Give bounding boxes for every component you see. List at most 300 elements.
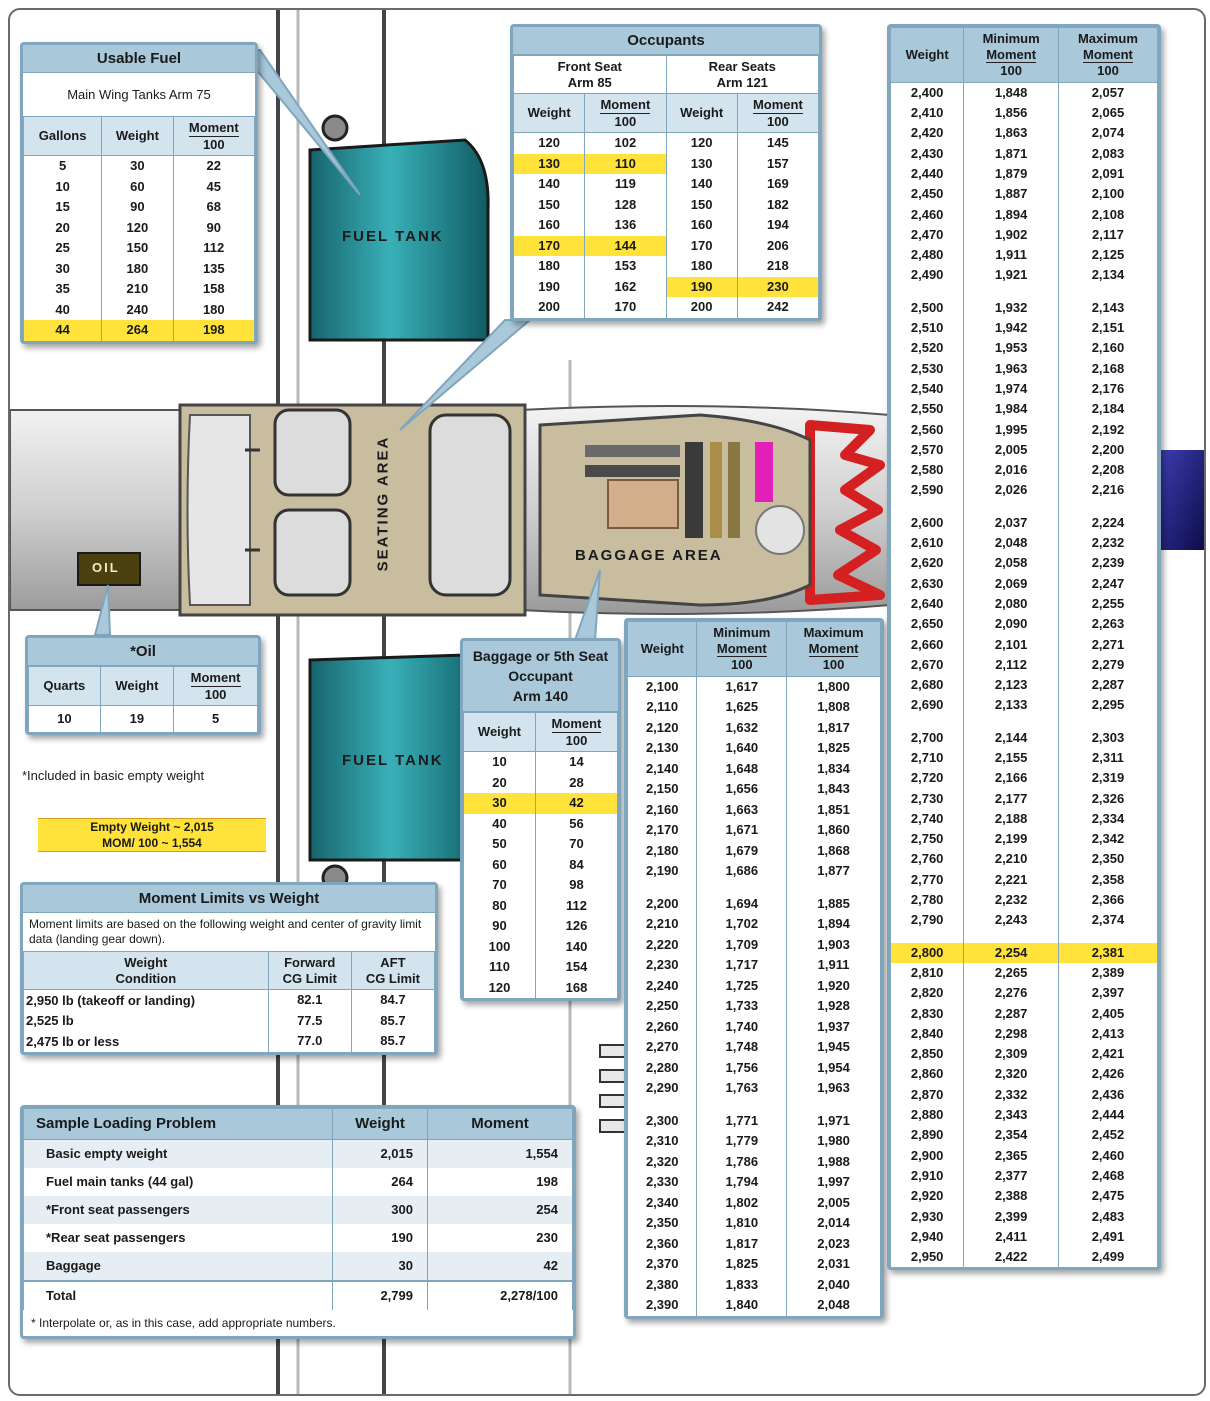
moment-cell: 1,911	[787, 955, 881, 976]
moment-cell: 2,200	[1058, 440, 1157, 460]
occupants-panel	[510, 24, 822, 321]
moment-cell: 2,670	[891, 655, 964, 675]
moment-cell: 2,120	[628, 718, 697, 739]
moment-cell: 1,887	[964, 184, 1059, 204]
moment-cell: 2,150	[628, 779, 697, 800]
moment-cell: 2,950	[891, 1247, 964, 1267]
sample-cell: Basic empty weight	[24, 1140, 333, 1169]
aft-cg-limit: 85.7	[351, 1011, 434, 1032]
moment-cell: 1,945	[787, 1037, 881, 1058]
moment-cell: 1,974	[964, 379, 1059, 399]
moment-header: Moment 100	[173, 117, 254, 156]
front-seat-cell: 170	[585, 297, 666, 318]
gap-cell	[891, 286, 964, 298]
aft-cg-header: AFT CG Limit	[351, 952, 434, 990]
moment-cell: 2,295	[1058, 695, 1157, 715]
sample-cell: 264	[333, 1168, 428, 1196]
moment-cell: 2,910	[891, 1166, 964, 1186]
moment-row	[891, 789, 1158, 809]
diagram-frame	[8, 8, 1206, 1396]
oil-moment: 5	[174, 706, 258, 733]
mt1-weight-header: Weight	[628, 622, 697, 677]
moment-cell: 1,825	[697, 1254, 787, 1275]
moment-cell: 2,377	[964, 1166, 1059, 1186]
moment-row	[891, 123, 1158, 143]
moment-cell: 2,170	[628, 820, 697, 841]
moment-row	[891, 460, 1158, 480]
moment-row	[891, 574, 1158, 594]
moment-cell: 2,660	[891, 635, 964, 655]
fuel-cell: 264	[102, 320, 173, 341]
moment-cell: 2,125	[1058, 245, 1157, 265]
moment-cell: 2,740	[891, 809, 964, 829]
moment-cell: 2,188	[964, 809, 1059, 829]
moment-row	[628, 1152, 881, 1173]
moment-row	[891, 728, 1158, 748]
group-gap	[628, 1099, 881, 1111]
forward-cg-header: Forward CG Limit	[268, 952, 351, 990]
moment-row	[891, 849, 1158, 869]
moment-cell: 2,840	[891, 1024, 964, 1044]
moment-cell: 2,790	[891, 910, 964, 930]
moment-cell: 2,037	[964, 513, 1059, 533]
fuel-cell: 20	[24, 218, 102, 239]
fuel-cell: 45	[173, 177, 254, 198]
baggage-cell: 120	[464, 978, 536, 999]
baggage-moment-header: Moment 100	[535, 713, 617, 752]
fuel-cell: 150	[102, 238, 173, 259]
sample-cell: 198	[428, 1168, 573, 1196]
moment-cell: 2,920	[891, 1186, 964, 1206]
moment-cell: 1,995	[964, 420, 1059, 440]
moment-cell: 1,980	[787, 1131, 881, 1152]
moment-cell: 2,048	[964, 533, 1059, 553]
moment-row	[628, 1172, 881, 1193]
moment-cell: 2,101	[964, 635, 1059, 655]
moment-cell: 2,413	[1058, 1024, 1157, 1044]
moment-cell: 2,080	[964, 594, 1059, 614]
moment-cell: 2,420	[891, 123, 964, 143]
baggage-row	[464, 896, 618, 917]
moment-row	[891, 1044, 1158, 1064]
moment-cell: 2,430	[891, 144, 964, 164]
baggage-row	[464, 752, 618, 773]
limit-condition: 2,950 lb (takeoff or landing)	[24, 990, 269, 1011]
moment-cell: 2,590	[891, 480, 964, 500]
moment-cell: 2,490	[891, 265, 964, 285]
moment-cell: 2,330	[628, 1172, 697, 1193]
moment-cell: 2,366	[1058, 890, 1157, 910]
moment-cell: 2,343	[964, 1105, 1059, 1125]
gap-cell	[697, 1099, 787, 1111]
occupant-row	[514, 277, 819, 298]
moment-cell: 2,460	[1058, 1146, 1157, 1166]
seating-area-label: SEATING AREA	[374, 435, 392, 572]
occupant-row	[514, 215, 819, 236]
moment-cell: 2,260	[628, 1017, 697, 1038]
moment-cell: 2,290	[628, 1078, 697, 1099]
baggage-cell: 10	[464, 752, 536, 773]
moment-row	[628, 759, 881, 780]
sample-cell: *Rear seat passengers	[24, 1224, 333, 1252]
moment-cell: 1,763	[697, 1078, 787, 1099]
gap-cell	[787, 1099, 881, 1111]
moment-row	[891, 480, 1158, 500]
forward-cg-limit: 77.0	[268, 1031, 351, 1052]
moment-row	[628, 1037, 881, 1058]
moment-cell: 2,436	[1058, 1085, 1157, 1105]
fuel-cell: 60	[102, 177, 173, 198]
moment-cell: 2,166	[964, 768, 1059, 788]
moment-cell: 2,177	[964, 789, 1059, 809]
moment-row	[891, 225, 1158, 245]
moment-cell: 2,143	[1058, 298, 1157, 318]
moment-cell: 2,100	[1058, 184, 1157, 204]
empty-moment-line: MOM/ 100 ~ 1,554	[102, 836, 202, 850]
sample-cell: 2,015	[333, 1140, 428, 1169]
baggage-cell: 56	[535, 814, 617, 835]
fuel-cell: 158	[173, 279, 254, 300]
moment-cell: 2,540	[891, 379, 964, 399]
moment-cell: 2,005	[964, 440, 1059, 460]
rear-seat-cell: 130	[666, 154, 737, 175]
moment-cell: 2,422	[964, 1247, 1059, 1267]
fuel-cell: 68	[173, 197, 254, 218]
limits-row	[24, 1011, 435, 1032]
moment-cell: 2,720	[891, 768, 964, 788]
moment-row	[891, 983, 1158, 1003]
moment-cell: 1,963	[787, 1078, 881, 1099]
moment-cell: 2,160	[628, 800, 697, 821]
moment-cell: 2,850	[891, 1044, 964, 1064]
baggage-cell: 154	[535, 957, 617, 978]
rear-seat-cell: 120	[666, 133, 737, 154]
baggage-row	[464, 793, 618, 814]
moment-cell: 2,500	[891, 298, 964, 318]
front-seat-cell: 130	[514, 154, 585, 175]
moment-cell: 2,680	[891, 675, 964, 695]
moment-cell: 2,091	[1058, 164, 1157, 184]
moment-cell: 1,848	[964, 82, 1059, 103]
sample-total-cell: Total	[24, 1281, 333, 1310]
moment-cell: 1,971	[787, 1111, 881, 1132]
moment-row	[628, 1295, 881, 1316]
sample-weight-header: Weight	[333, 1109, 428, 1140]
moment-cell: 2,365	[964, 1146, 1059, 1166]
propeller-spinner	[1160, 450, 1204, 550]
moment-cell: 2,180	[628, 841, 697, 862]
oil-footnote: *Included in basic empty weight	[22, 768, 205, 783]
fuel-cell: 90	[102, 197, 173, 218]
fuel-row	[24, 279, 255, 300]
moment-cell: 2,232	[1058, 533, 1157, 553]
moment-row	[891, 103, 1158, 123]
fuel-cell: 35	[24, 279, 102, 300]
baggage-cell: 50	[464, 834, 536, 855]
moment-cell: 2,057	[1058, 82, 1157, 103]
moment-cell: 1,834	[787, 759, 881, 780]
moment-cell: 2,014	[787, 1213, 881, 1234]
moment-row	[628, 1078, 881, 1099]
moment-cell: 1,800	[787, 676, 881, 697]
empty-weight-line: Empty Weight ~ 2,015	[90, 820, 214, 834]
moment-cell: 2,820	[891, 983, 964, 1003]
moment-row	[628, 1275, 881, 1296]
moment-row	[891, 318, 1158, 338]
moment-row	[891, 513, 1158, 533]
moment-cell: 2,450	[891, 184, 964, 204]
moment-cell: 1,786	[697, 1152, 787, 1173]
moment-cell: 2,444	[1058, 1105, 1157, 1125]
moment-row	[891, 890, 1158, 910]
gap-cell	[628, 882, 697, 894]
moment-cell: 2,334	[1058, 809, 1157, 829]
moment-cell: 2,210	[964, 849, 1059, 869]
baggage-cell: 14	[535, 752, 617, 773]
aft-cg-limit: 84.7	[351, 990, 434, 1011]
occupants-table	[513, 55, 819, 318]
moment-cell: 1,921	[964, 265, 1059, 285]
moment-cell: 2,239	[1058, 553, 1157, 573]
moment-row	[628, 1234, 881, 1255]
moment-row	[628, 1254, 881, 1275]
moment-cell: 2,520	[891, 338, 964, 358]
quarts-header: Quarts	[29, 667, 101, 706]
moment-cell: 2,880	[891, 1105, 964, 1125]
moment-row	[891, 1227, 1158, 1247]
oil-weight: 19	[100, 706, 173, 733]
moment-cell: 1,840	[697, 1295, 787, 1316]
moment-cell: 2,340	[628, 1193, 697, 1214]
moment-row	[891, 379, 1158, 399]
moment-cell: 2,610	[891, 533, 964, 553]
empty-weight-badge	[38, 818, 266, 852]
moment-cell: 2,144	[964, 728, 1059, 748]
fuel-cell: 10	[24, 177, 102, 198]
rear-seat-cell: 180	[666, 256, 737, 277]
moment-cell: 1,709	[697, 935, 787, 956]
moment-cell: 2,600	[891, 513, 964, 533]
moment-cell: 2,023	[787, 1234, 881, 1255]
moment-cell: 2,332	[964, 1085, 1059, 1105]
moment-cell: 2,224	[1058, 513, 1157, 533]
front-seat-cell: 120	[514, 133, 585, 154]
moment-cell: 1,920	[787, 976, 881, 997]
moment-cell: 1,625	[697, 697, 787, 718]
fuel-cell: 30	[24, 259, 102, 280]
limits-row	[24, 1031, 435, 1052]
baggage-row	[464, 773, 618, 794]
rear-seat-cell: 150	[666, 195, 737, 216]
sample-row	[24, 1224, 573, 1252]
moment-cell: 1,740	[697, 1017, 787, 1038]
moment-cell: 1,942	[964, 318, 1059, 338]
baggage-cell: 112	[535, 896, 617, 917]
moment-cell: 2,298	[964, 1024, 1059, 1044]
baggage-cell: 84	[535, 855, 617, 876]
moment-cell: 1,656	[697, 779, 787, 800]
moment-cell: 2,065	[1058, 103, 1157, 123]
usable-fuel-subtitle: Main Wing Tanks Arm 75	[67, 87, 211, 102]
moment-row	[891, 265, 1158, 285]
moment-cell: 2,890	[891, 1125, 964, 1145]
rear-seat-cell: 140	[666, 174, 737, 195]
moment-row	[891, 748, 1158, 768]
moment-cell: 2,530	[891, 359, 964, 379]
moment-cell: 1,671	[697, 820, 787, 841]
fuel-cell: 135	[173, 259, 254, 280]
sample-cell: *Front seat passengers	[24, 1196, 333, 1224]
gap-cell	[1058, 286, 1157, 298]
oil-panel	[25, 635, 261, 735]
baggage-row	[464, 875, 618, 896]
limits-row	[24, 990, 435, 1011]
rear-seat-cell: 194	[737, 215, 818, 236]
moment-cell: 1,825	[787, 738, 881, 759]
sample-cell: 254	[428, 1196, 573, 1224]
moment-cell: 2,342	[1058, 829, 1157, 849]
moment-cell: 2,690	[891, 695, 964, 715]
moment-cell: 2,254	[964, 943, 1059, 963]
moment-cell: 2,320	[964, 1064, 1059, 1084]
baggage-row	[464, 978, 618, 999]
moment-row	[891, 1105, 1158, 1125]
occupant-row	[514, 174, 819, 195]
moment-row	[891, 338, 1158, 358]
fuel-cell: 15	[24, 197, 102, 218]
moment-row	[891, 695, 1158, 715]
occupant-row	[514, 236, 819, 257]
moment-row	[891, 594, 1158, 614]
moment-cell: 1,894	[787, 914, 881, 935]
moment-row	[891, 82, 1158, 103]
moment-cell: 2,480	[891, 245, 964, 265]
moment-limits-title: Moment Limits vs Weight	[23, 885, 435, 913]
moment-row	[891, 184, 1158, 204]
moment-cell: 2,374	[1058, 910, 1157, 930]
front-seat-cell: 160	[514, 215, 585, 236]
gallons-header: Gallons	[24, 117, 102, 156]
moment-cell: 1,954	[787, 1058, 881, 1079]
moment-cell: 1,725	[697, 976, 787, 997]
rear-seat-cell: 200	[666, 297, 737, 318]
front-seat-cell: 200	[514, 297, 585, 318]
moment-cell: 2,510	[891, 318, 964, 338]
moment-cell: 2,710	[891, 748, 964, 768]
baggage-cell: 98	[535, 875, 617, 896]
moment-cell: 1,997	[787, 1172, 881, 1193]
moment-cell: 1,988	[787, 1152, 881, 1173]
rear-seat-cell: 145	[737, 133, 818, 154]
moment-cell: 2,303	[1058, 728, 1157, 748]
moment-cell: 2,452	[1058, 1125, 1157, 1145]
moment-row	[891, 1085, 1158, 1105]
moment-row	[628, 955, 881, 976]
weight-header: Weight	[102, 117, 173, 156]
moment-row	[891, 768, 1158, 788]
fuel-cell: 180	[173, 300, 254, 321]
moment-limits-description: Moment limits are based on the following weight and center of gravity limit data (landing gear down).	[29, 917, 422, 946]
moment-cell: 2,083	[1058, 144, 1157, 164]
sample-total-row	[24, 1281, 573, 1310]
occupant-row	[514, 154, 819, 175]
moment-row	[891, 245, 1158, 265]
fuel-cell: 25	[24, 238, 102, 259]
moment-table-1-panel	[624, 618, 884, 1319]
moment-cell: 2,255	[1058, 594, 1157, 614]
sample-row	[24, 1196, 573, 1224]
rear-seat-cell: 218	[737, 256, 818, 277]
moment-cell: 1,640	[697, 738, 787, 759]
baggage-cell: 42	[535, 793, 617, 814]
moment-row	[628, 914, 881, 935]
fuel-row	[24, 177, 255, 198]
moment-row	[628, 841, 881, 862]
occupant-row	[514, 297, 819, 318]
moment-cell: 1,748	[697, 1037, 787, 1058]
moment-cell: 2,421	[1058, 1044, 1157, 1064]
moment-cell: 1,810	[697, 1213, 787, 1234]
sample-cell: 190	[333, 1224, 428, 1252]
moment-cell: 1,817	[697, 1234, 787, 1255]
moment-cell: 1,617	[697, 676, 787, 697]
moment-cell: 2,108	[1058, 205, 1157, 225]
rear-weight-header: Weight	[666, 94, 737, 133]
moment-cell: 2,358	[1058, 870, 1157, 890]
moment-row	[891, 144, 1158, 164]
group-gap	[891, 931, 1158, 943]
oil-moment-header: Moment 100	[174, 667, 258, 706]
moment-cell: 2,160	[1058, 338, 1157, 358]
baggage-cell: 168	[535, 978, 617, 999]
moment-cell: 2,860	[891, 1064, 964, 1084]
occupant-row	[514, 133, 819, 154]
moment-cell: 2,247	[1058, 574, 1157, 594]
moment-row	[891, 298, 1158, 318]
moment-cell: 2,360	[628, 1234, 697, 1255]
moment-row	[891, 870, 1158, 890]
moment-cell: 2,279	[1058, 655, 1157, 675]
mt2-max-header: Maximum Moment 100	[1058, 28, 1157, 83]
gap-cell	[891, 501, 964, 513]
moment-cell: 2,263	[1058, 614, 1157, 634]
sample-problem-title: Sample Loading Problem	[24, 1109, 333, 1140]
moment-cell: 1,984	[964, 399, 1059, 419]
sample-total-cell: 2,278/100	[428, 1281, 573, 1310]
moment-limits-table	[23, 951, 435, 1052]
moment-row	[891, 829, 1158, 849]
moment-cell: 2,265	[964, 963, 1059, 983]
front-seat-cell: 150	[514, 195, 585, 216]
moment-row	[628, 676, 881, 697]
moment-row	[628, 894, 881, 915]
moment-row	[628, 1017, 881, 1038]
rear-seat-cell: 170	[666, 236, 737, 257]
moment-cell: 2,381	[1058, 943, 1157, 963]
oil-label: OIL	[92, 560, 120, 575]
moment-cell: 2,216	[1058, 480, 1157, 500]
moment-cell: 1,894	[964, 205, 1059, 225]
moment-cell: 2,411	[964, 1227, 1059, 1247]
moment-cell: 1,833	[697, 1275, 787, 1296]
moment-cell: 2,350	[628, 1213, 697, 1234]
gap-cell	[891, 931, 964, 943]
moment-cell: 1,902	[964, 225, 1059, 245]
moment-cell: 2,134	[1058, 265, 1157, 285]
rear-seat-cell: 242	[737, 297, 818, 318]
moment-cell: 2,133	[964, 695, 1059, 715]
baggage-panel	[460, 638, 621, 1001]
